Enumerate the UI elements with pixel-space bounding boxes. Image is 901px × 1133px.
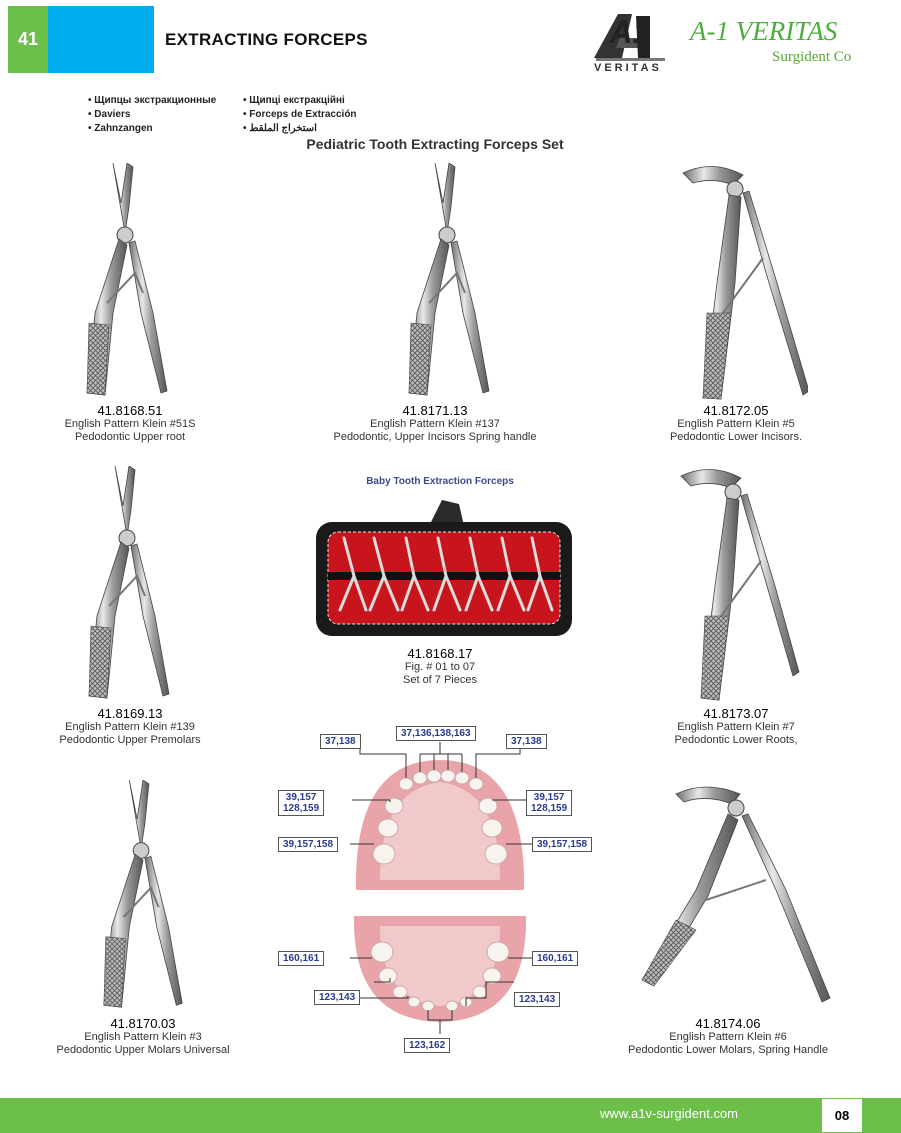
tooth-label-upper-left-top: 37,138	[320, 734, 361, 749]
tooth-label-lower-right-front: 123,143	[514, 992, 560, 1007]
logo-sub: VERITAS	[594, 62, 662, 74]
logo-monogram: A1	[609, 14, 651, 50]
tooth-label-upper-left-back: 39,157,158	[278, 837, 338, 852]
website-link[interactable]: www.a1v-surgident.com	[600, 1106, 738, 1121]
page-title: EXTRACTING FORCEPS	[165, 30, 368, 49]
page-number: 08	[822, 1099, 862, 1132]
product-code: 41.8169.13	[97, 706, 163, 721]
lang-ru: • Щипцы экстракционные	[88, 94, 216, 108]
product-description: Pedodontic Upper Molars Universal	[56, 1044, 230, 1056]
tooth-label-lower-center: 123,162	[404, 1038, 450, 1053]
brand-logo	[590, 8, 875, 74]
footer-bar	[0, 1098, 901, 1133]
tooth-label-upper-right-mid: 39,157 128,159	[526, 790, 572, 816]
product-caption	[596, 706, 876, 747]
lang-uk: • Щипці екстракційні	[243, 94, 357, 108]
product-caption	[0, 403, 270, 444]
product-code: 41.8170.03	[110, 1016, 176, 1031]
product-code: 41.8168.51	[97, 403, 163, 418]
tooth-label-lower-left-front: 123,143	[314, 990, 360, 1005]
product-code: 41.8171.13	[402, 403, 468, 418]
tooth-chart-diagram	[270, 720, 610, 1060]
section-number: 41	[8, 6, 48, 73]
lang-ar: • استخراج الملقط	[243, 122, 357, 136]
kit-fig: Fig. # 01 to 07	[404, 661, 476, 673]
tooth-label-upper-right-back: 39,157,158	[532, 837, 592, 852]
kit-caption	[300, 646, 580, 687]
brand-subtitle: Surgident Co	[772, 49, 852, 65]
forceps-image-41-8172-05	[668, 163, 808, 403]
lang-de: • Zahnzangen	[88, 122, 216, 136]
product-pattern: English Pattern Klein #6	[669, 1031, 787, 1043]
forceps-image-41-8171-13	[400, 163, 500, 403]
forceps-image-41-8168-51	[78, 163, 178, 403]
kit-code: 41.8168.17	[407, 646, 473, 661]
product-code: 41.8174.06	[695, 1016, 761, 1031]
product-description: Pedodontic, Upper Incisors Spring handle	[333, 431, 537, 443]
tooth-label-lower-left-back: 160,161	[278, 951, 324, 966]
lang-en: • Daviers	[88, 108, 216, 122]
product-caption	[295, 403, 575, 444]
product-pattern: English Pattern Klein #5	[677, 418, 795, 430]
set-title: Pediatric Tooth Extracting Forceps Set	[306, 136, 564, 152]
tooth-label-lower-right-back: 160,161	[532, 951, 578, 966]
product-description: Pedodontic Lower Roots,	[674, 734, 798, 746]
product-description: Pedodontic Upper Premolars	[59, 734, 201, 746]
product-pattern: English Pattern Klein #7	[677, 721, 795, 733]
product-pattern: English Pattern Klein #51S	[64, 418, 196, 430]
product-caption	[596, 403, 876, 444]
forceps-image-41-8173-07	[666, 466, 806, 706]
tooth-label-upper-right-top: 37,138	[506, 734, 547, 749]
product-pattern: English Pattern Klein #137	[370, 418, 500, 430]
tooth-label-upper-center: 37,136,138,163	[396, 726, 476, 741]
header-accent-bar	[48, 6, 154, 73]
language-list-2	[243, 94, 357, 136]
lang-es: • Forceps de Extracción	[243, 108, 357, 122]
product-pattern: English Pattern Klein #3	[84, 1031, 202, 1043]
product-description: Pedodontic Lower Molars, Spring Handle	[628, 1044, 828, 1056]
product-code: 41.8173.07	[703, 706, 769, 721]
forceps-image-41-8170-03	[94, 780, 194, 1015]
tooth-label-upper-left-mid: 39,157 128,159	[278, 790, 324, 816]
product-pattern: English Pattern Klein #139	[65, 721, 195, 733]
brand-name: A-1 VERITAS	[690, 16, 838, 46]
product-code: 41.8172.05	[703, 403, 769, 418]
product-description: Pedodontic Upper root	[74, 431, 186, 443]
kit-title: Baby Tooth Extraction Forceps	[366, 476, 514, 487]
product-description: Pedodontic Lower Incisors.	[669, 431, 803, 443]
kit-pieces: Set of 7 Pieces	[403, 674, 477, 686]
product-caption	[588, 1016, 868, 1057]
forceps-image-41-8174-06	[636, 780, 836, 1015]
product-caption	[0, 706, 270, 747]
product-caption	[3, 1016, 283, 1057]
forceps-image-41-8169-13	[80, 466, 180, 706]
language-list-1	[88, 94, 216, 136]
kit-case-image	[314, 498, 574, 643]
